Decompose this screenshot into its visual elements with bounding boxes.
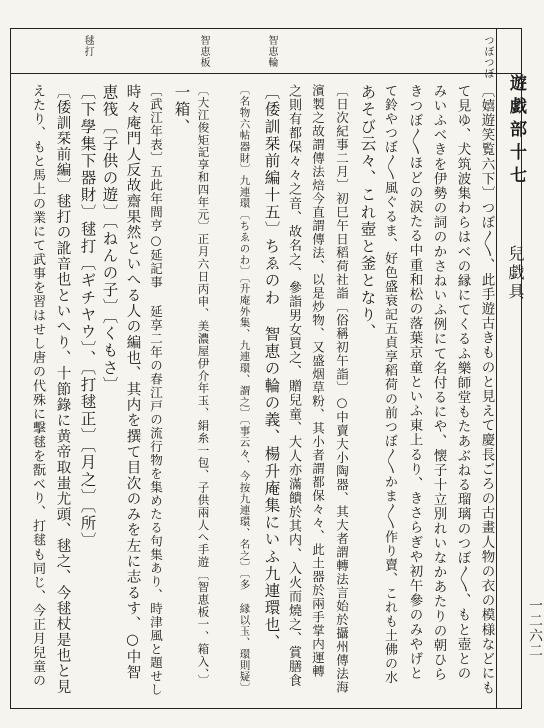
text-column: 〔名物六帖器財〕九連環〔ちゑのわ〕〔升庵外集、九連環、謂之〕〔事云々、今按九連環、名之〕〔多 縁以玉、環則疑〕 xyxy=(238,84,251,694)
text-column: 一箱、 xyxy=(172,84,191,136)
text-column: 恵筏〔子供の遊〕〔ねんの子〕〔くもさ〕 xyxy=(100,84,119,394)
text-column: みいふべきを伊勢の詞のかさねいふ例にて名付るにや、懐子十立別れいなかあたりの朝ひら xyxy=(430,84,447,682)
text-column: あそび云々、これ壺と釜となり、 xyxy=(358,84,377,341)
text-column: 時々庵門人反故齋果然といへる人の編也、其内を撰て目次のみを左に志るす、○中智 xyxy=(124,84,141,681)
text-column: 〔倭訓栞前編〕毬打の訛音也といへり、十節錄に黄帝取蚩尤頭、毬之、今毬杖是也と見 xyxy=(54,84,71,695)
page-number: 一二六二 xyxy=(527,598,543,658)
section-label: 兒戯具 xyxy=(506,245,525,302)
margin-rule xyxy=(496,28,497,709)
header-rule xyxy=(10,73,522,74)
head-chitei: 毬打 xyxy=(82,35,93,57)
text-column: 〔下學集下器財〕毬打〔ギチヤウ〕、〔打毬正〕〔月之〕〔所〕 xyxy=(78,84,97,549)
head-chie-ita: 智恵板 xyxy=(198,35,209,68)
text-column: 〔日次紀事二月〕初巳午日稻荷社詣〔俗稱初午詣〕○中賣大小陶器、其大者謂轉法言始於攝州傳法海 xyxy=(334,84,350,694)
text-column: 之則有都保々々之音、故名之、參詣男女買之、贈兒童、大人亦滿饋於其内、入火而燒之、賞膳食 xyxy=(286,84,301,688)
text-column: きつぼ〳〵ほどの涙たる中重和松の落葉京童といふ東上るり、きさらぎや初午參のみやげと xyxy=(406,84,423,681)
text-column: 〔倭訓栞前編十五〕ちゑのわ 智恵の輪の義、楊升庵集にいふ九連環也、 xyxy=(262,84,281,651)
text-column: 〔嬉遊笑覧六下〕つぼ〳〵、此手遊古きものと見えて慶長ごろの古畫人物の衣の模様などにも xyxy=(478,84,495,696)
text-column: 〔大江俊矩記享和四年元〕正月六日丙申、美濃屋伊介年玉、絹糸一包、子供兩人へ手遊〔智恵板一、箱入、〕 xyxy=(196,84,211,687)
head-tsubo: つぼつぼ xyxy=(482,35,493,79)
text-column: 〔武江年表〕五此年間亨○延記事 延享二年の春江戸の流行物を集めたる句集あり、時津風と題せし xyxy=(148,84,164,697)
text-column: て見ゆ、犬筑波集わらはべの縁にてくるふ樂師堂もたあぶねる瑠璃のつぼ〳〵、もと壺との xyxy=(454,84,471,681)
running-title: 遊戯部十七 xyxy=(506,74,526,189)
text-column: えたり、もと馬上の業にて武事を習はせし唐の代殊に擊毬を翫べり、打毬も同じ、今正月兒童の xyxy=(30,84,45,688)
text-column: て鈴やつぼ〳〵風ぐるま、好色盛衰記五貞享稻荷の前つぼ〳〵かま〳〵作り賣、これも土佛の水 xyxy=(382,84,397,685)
head-chie-no-wa: 智恵輪 xyxy=(266,35,277,68)
text-column: 濱製之故謂傳法焙今直謂傳法、以是炒物、又盛烟草粉、其小者謂都保々々、此土器於兩手掌内運轉 xyxy=(310,84,326,678)
